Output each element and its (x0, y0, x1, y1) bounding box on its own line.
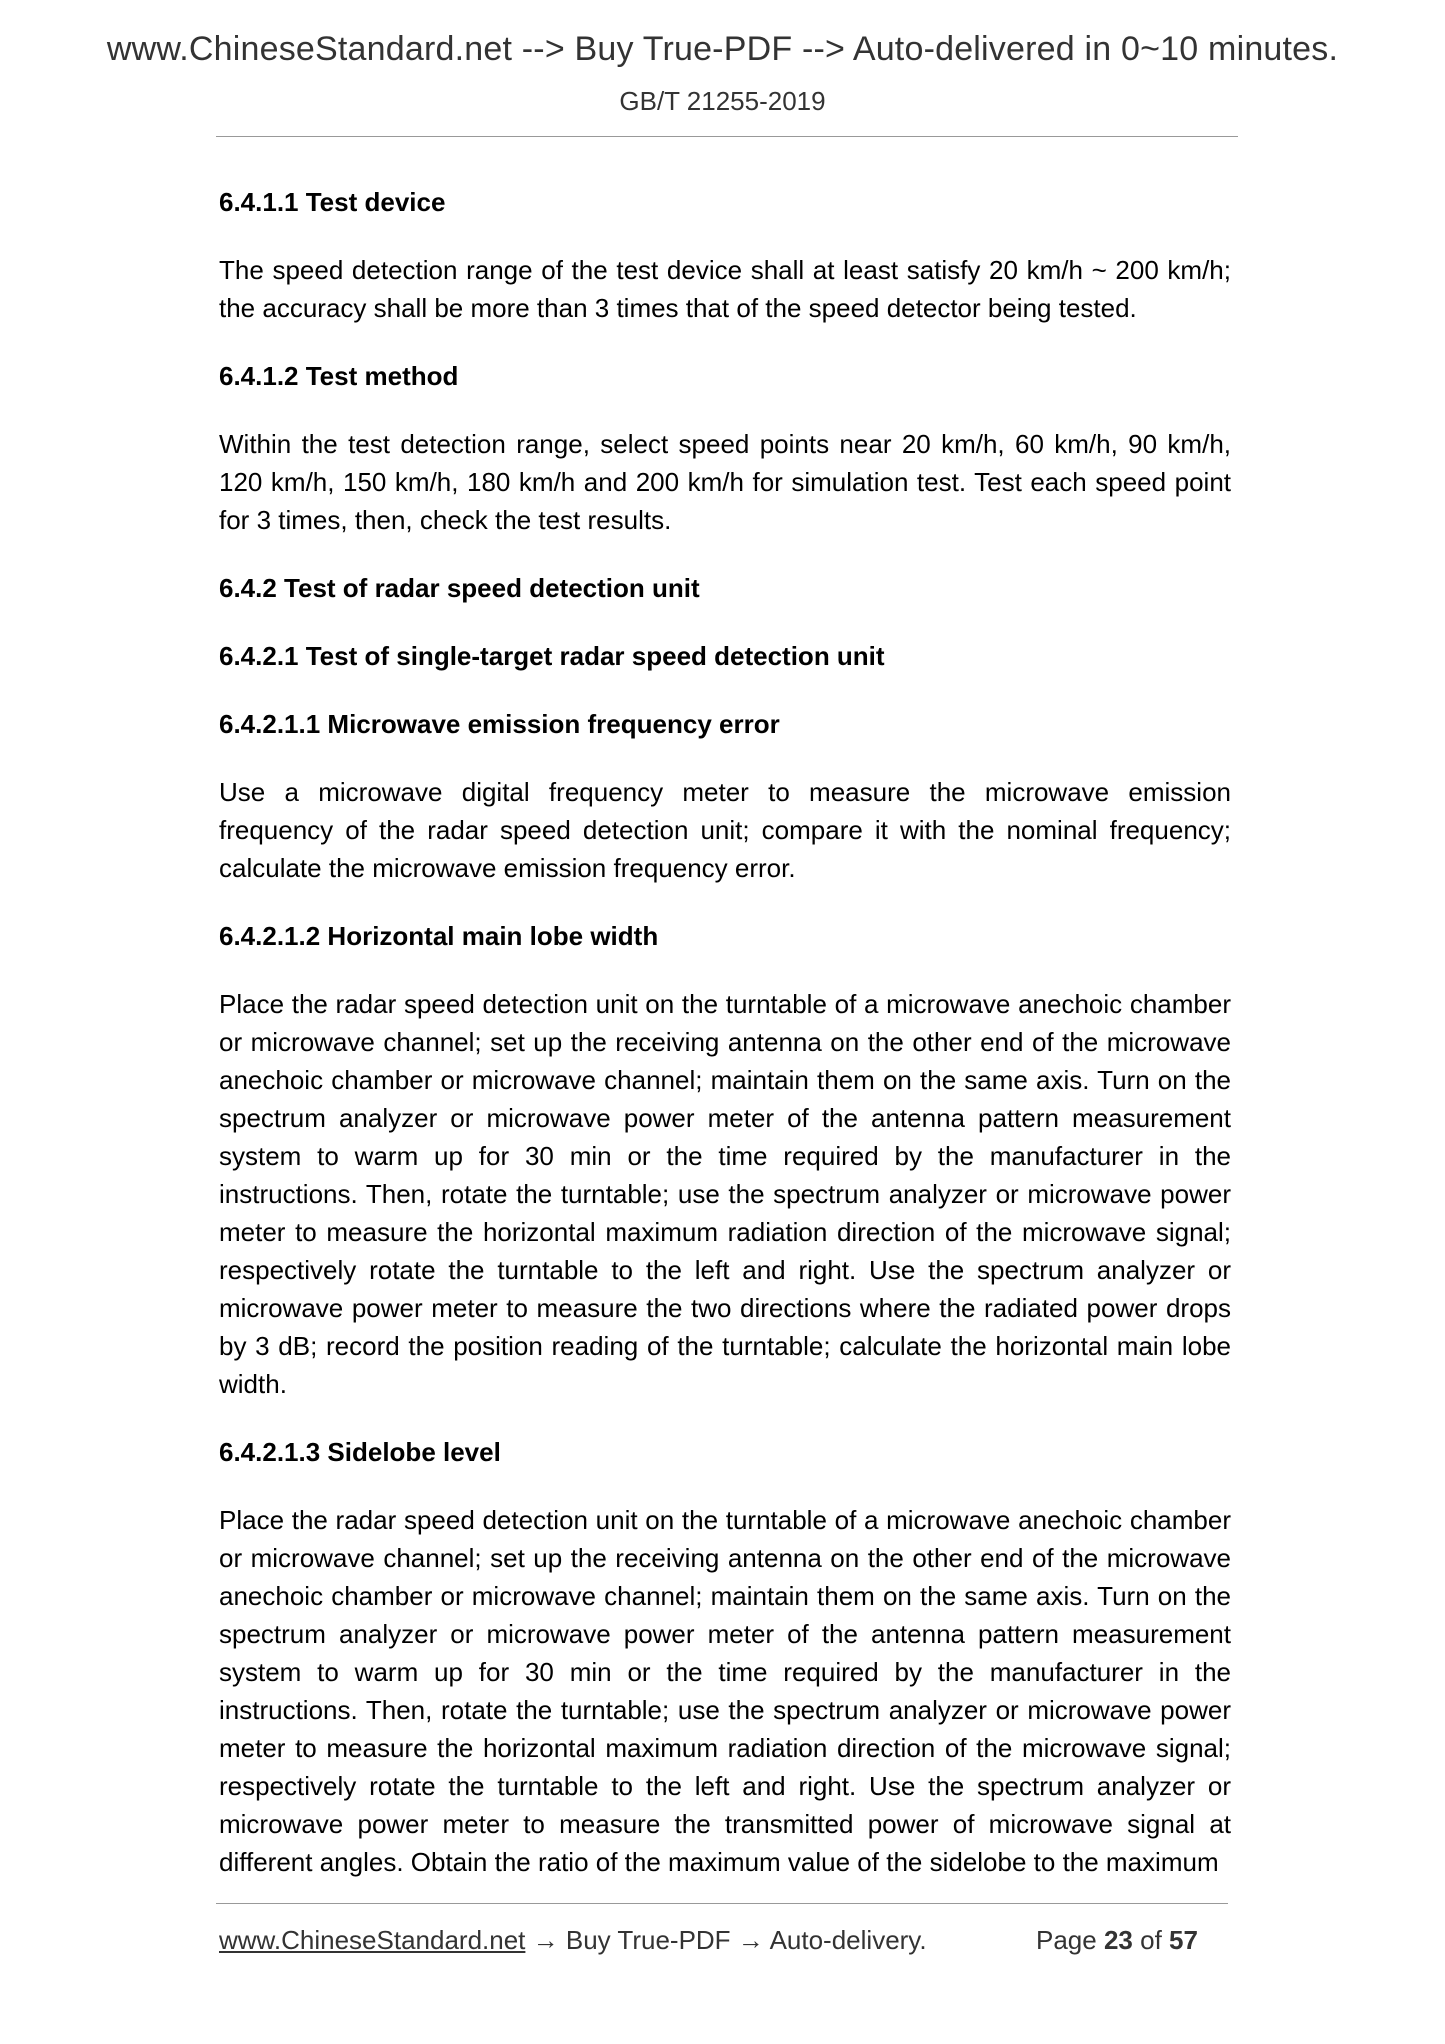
heading-6-4-1-1: 6.4.1.1 Test device (219, 187, 446, 217)
document-body (219, 183, 1231, 1911)
footer-tail: → Buy True-PDF → Auto-delivery. (525, 1925, 927, 1955)
page-indicator (1036, 1925, 1198, 1956)
paragraph-6-4-2-1-2: Place the radar speed detection unit on the turntable of a microwave anechoic chamber or microwave channel; set up the receiving antenna on the other end of the microwave anechoic chamber or microwave channel; maintain them on the same axis. Turn on the spectrum analyzer or microwave power meter of the antenna pattern measurement system to warm up for 30 min or the time required by the manufacturer in the instructions. Then, rotate the turntable; use the spectrum analyzer or microwave power meter to measure the horizontal maximum radiation direction of the microwave signal; respectively rotate the turntable to the left and right. Use the spectrum analyzer or microwave power meter to measure the two directions where the radiated power drops by 3 dB; record the position reading of the turntable; calculate the horizontal main lobe width. (219, 989, 1231, 1399)
page-number: 23 (1103, 1925, 1133, 1955)
paragraph-6-4-2-1-3: Place the radar speed detection unit on the turntable of a microwave anechoic chamber or microwave channel; set up the receiving antenna on the other end of the microwave anechoic chamber or microwave channel; maintain them on the same axis. Turn on the spectrum analyzer or microwave power meter of the antenna pattern measurement system to warm up for 30 min or the time required by the manufacturer in the instructions. Then, rotate the turntable; use the spectrum analyzer or microwave power meter to measure the horizontal maximum radiation direction of the microwave signal; respectively rotate the turntable to the left and right. Use the spectrum analyzer or microwave power meter to measure the transmitted power of microwave signal at different angles. Obtain the ratio of the maximum value of the sidelobe to the maximum (219, 1505, 1231, 1877)
heading-6-4-2-1-1: 6.4.2.1.1 Microwave emission frequency error (219, 709, 780, 739)
heading-6-4-2: 6.4.2 Test of radar speed detection unit (219, 573, 700, 603)
heading-6-4-2-1-3: 6.4.2.1.3 Sidelobe level (219, 1437, 501, 1467)
of-label: of (1140, 1925, 1162, 1955)
heading-6-4-1-2: 6.4.1.2 Test method (219, 361, 459, 391)
footer-text (219, 1925, 927, 1956)
paragraph-6-4-1-1: The speed detection range of the test device shall at least satisfy 20 km/h ~ 200 km/h; the accuracy shall be more than 3 times that of the speed detector being tested. (219, 255, 1231, 323)
heading-6-4-2-1-2: 6.4.2.1.2 Horizontal main lobe width (219, 921, 659, 951)
standard-number: GB/T 21255-2019 (619, 86, 826, 116)
footer-link[interactable]: www.ChineseStandard.net (219, 1925, 526, 1955)
header-divider (216, 136, 1238, 137)
footer-divider (216, 1903, 1228, 1904)
total-pages: 57 (1169, 1925, 1198, 1955)
site-banner: www.ChineseStandard.net --> Buy True-PDF --> Auto-delivered in 0~10 minutes. (106, 30, 1339, 68)
paragraph-6-4-1-2: Within the test detection range, select speed points near 20 km/h, 60 km/h, 90 km/h, 120 km/h, 150 km/h, 180 km/h and 200 km/h for simulation test. Test each speed point for 3 times, then, check the test results. (219, 429, 1231, 535)
heading-6-4-2-1: 6.4.2.1 Test of single-target radar speed detection unit (219, 641, 885, 671)
paragraph-6-4-2-1-1: Use a microwave digital frequency meter to measure the microwave emission frequency of the radar speed detection unit; compare it with the nominal frequency; calculate the microwave emission frequency error. (219, 777, 1231, 883)
page-label: Page (1036, 1925, 1097, 1955)
